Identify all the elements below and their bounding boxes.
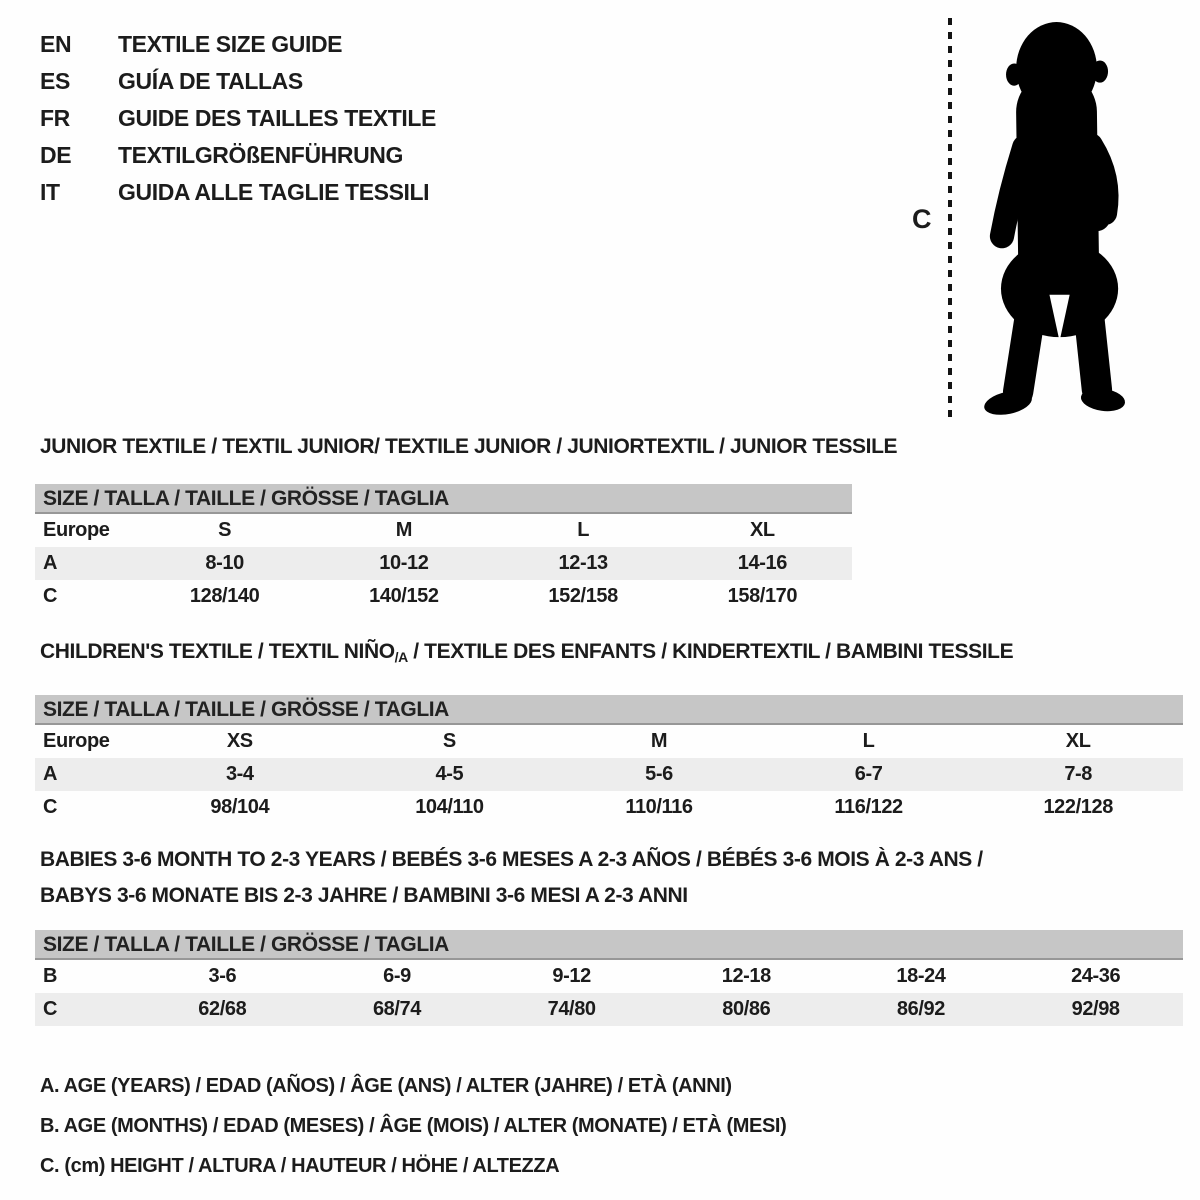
lang-label: GUIDE DES TAILLES TEXTILE	[118, 105, 436, 131]
lang-code: EN	[40, 31, 72, 57]
cell: S	[218, 519, 232, 541]
table-row	[35, 725, 1183, 758]
lang-code: DE	[40, 142, 72, 168]
cell: 12-18	[721, 965, 771, 987]
lang-row-fr	[40, 100, 436, 137]
babies-size-table	[35, 930, 1183, 1026]
junior-section-title: JUNIOR TEXTILE / TEXTIL JUNIOR/ TEXTILE JUNIOR / JUNIORTEXTIL / JUNIOR TESSILE	[40, 435, 898, 458]
cell: 9-12	[552, 965, 591, 987]
footnote-c: C. (cm) HEIGHT / ALTURA / HAUTEUR / HÖHE / ALTEZZA	[40, 1155, 560, 1177]
cell: 152/158	[548, 585, 618, 607]
cell: 62/68	[198, 998, 247, 1020]
lang-row-es	[40, 63, 436, 100]
cell: XL	[749, 519, 775, 541]
cell: 18-24	[896, 965, 946, 987]
table-row	[35, 514, 852, 547]
table-row	[35, 993, 1183, 1026]
cell: L	[862, 730, 875, 752]
table-row	[35, 580, 852, 613]
row-label: C	[43, 796, 58, 818]
cell: 3-4	[225, 763, 254, 785]
table-header-bar: SIZE / TALLA / TAILLE / GRÖSSE / TAGLIA	[35, 484, 852, 514]
lang-row-it	[40, 174, 436, 211]
cell: 6-9	[383, 965, 411, 987]
cell: 116/122	[834, 796, 903, 818]
children-title-sub: /A	[394, 649, 408, 665]
cell: 140/152	[369, 585, 439, 607]
toddler-silhouette-icon	[963, 16, 1145, 420]
row-label: C	[43, 998, 58, 1020]
cell: 24-36	[1071, 965, 1121, 987]
cell: S	[442, 730, 456, 752]
cell: 74/80	[547, 998, 596, 1020]
cell: 110/116	[625, 796, 693, 818]
babies-section-title-line2: BABYS 3-6 MONATE BIS 2-3 JAHRE / BAMBINI 3-6 MESI A 2-3 ANNI	[40, 884, 688, 907]
cell: 6-7	[854, 763, 883, 785]
row-label: A	[43, 763, 58, 785]
row-label: A	[43, 552, 58, 574]
cell: 7-8	[1064, 763, 1093, 785]
cell: 92/98	[1071, 998, 1120, 1020]
cell: XS	[226, 730, 253, 752]
lang-label: TEXTILGRÖßENFÜHRUNG	[118, 142, 403, 168]
row-label: C	[43, 585, 58, 607]
cell: 122/128	[1043, 796, 1113, 818]
footnote-a: A. AGE (YEARS) / EDAD (AÑOS) / ÂGE (ANS) / ALTER (JAHRE) / ETÀ (ANNI)	[40, 1075, 732, 1097]
lang-code: FR	[40, 105, 70, 131]
cell: 12-13	[558, 552, 608, 574]
cell: XL	[1065, 730, 1091, 752]
footnote-b: B. AGE (MONTHS) / EDAD (MESES) / ÂGE (MOIS) / ALTER (MONATE) / ETÀ (MESI)	[40, 1115, 787, 1137]
table-row	[35, 547, 852, 580]
cell: 98/104	[210, 796, 270, 818]
lang-label: GUIDA ALLE TAGLIE TESSILI	[118, 179, 430, 205]
cell: M	[395, 519, 412, 541]
cell: 104/110	[415, 796, 484, 818]
table-row	[35, 960, 1183, 993]
cell: 86/92	[896, 998, 945, 1020]
height-measure-dashed-line	[948, 18, 952, 418]
lang-code: IT	[40, 179, 60, 205]
cell: 14-16	[737, 552, 787, 574]
cell: 3-6	[208, 965, 237, 987]
cell: 158/170	[727, 585, 798, 607]
row-label: Europe	[43, 730, 110, 752]
language-list	[40, 26, 436, 211]
children-size-table	[35, 695, 1183, 824]
lang-label: TEXTILE SIZE GUIDE	[118, 31, 343, 57]
cell: 4-5	[435, 763, 464, 785]
lang-row-de	[40, 137, 436, 174]
cell: 68/74	[372, 998, 422, 1020]
children-title-pre: CHILDREN'S TEXTILE / TEXTIL NIÑO	[40, 640, 395, 663]
cell: 10-12	[379, 552, 429, 574]
lang-code: ES	[40, 68, 70, 94]
table-header-bar: SIZE / TALLA / TAILLE / GRÖSSE / TAGLIA	[35, 695, 1183, 725]
table-row	[35, 758, 1183, 791]
cell: 80/86	[722, 998, 771, 1020]
row-label: Europe	[43, 519, 110, 541]
height-measure-label: C	[912, 204, 932, 234]
table-row	[35, 791, 1183, 824]
table-header-bar: SIZE / TALLA / TAILLE / GRÖSSE / TAGLIA	[35, 930, 1183, 960]
cell: 128/140	[189, 585, 260, 607]
cell: 8-10	[205, 552, 244, 574]
lang-label: GUÍA DE TALLAS	[118, 68, 303, 94]
junior-size-table	[35, 484, 852, 613]
children-title-post: / TEXTILE DES ENFANTS / KINDERTEXTIL / BAMBINI TESSILE	[407, 640, 1014, 663]
cell: 5-6	[645, 763, 673, 785]
lang-row-en	[40, 26, 436, 63]
children-section-title	[40, 640, 1013, 665]
cell: M	[650, 730, 668, 752]
row-label: B	[43, 965, 58, 987]
cell: L	[577, 519, 590, 541]
babies-section-title-line1: BABIES 3-6 MONTH TO 2-3 YEARS / BEBÉS 3-6 MESES A 2-3 AÑOS / BÉBÉS 3-6 MOIS À 2-3 ANS /	[40, 848, 983, 871]
footnotes	[40, 1066, 786, 1186]
